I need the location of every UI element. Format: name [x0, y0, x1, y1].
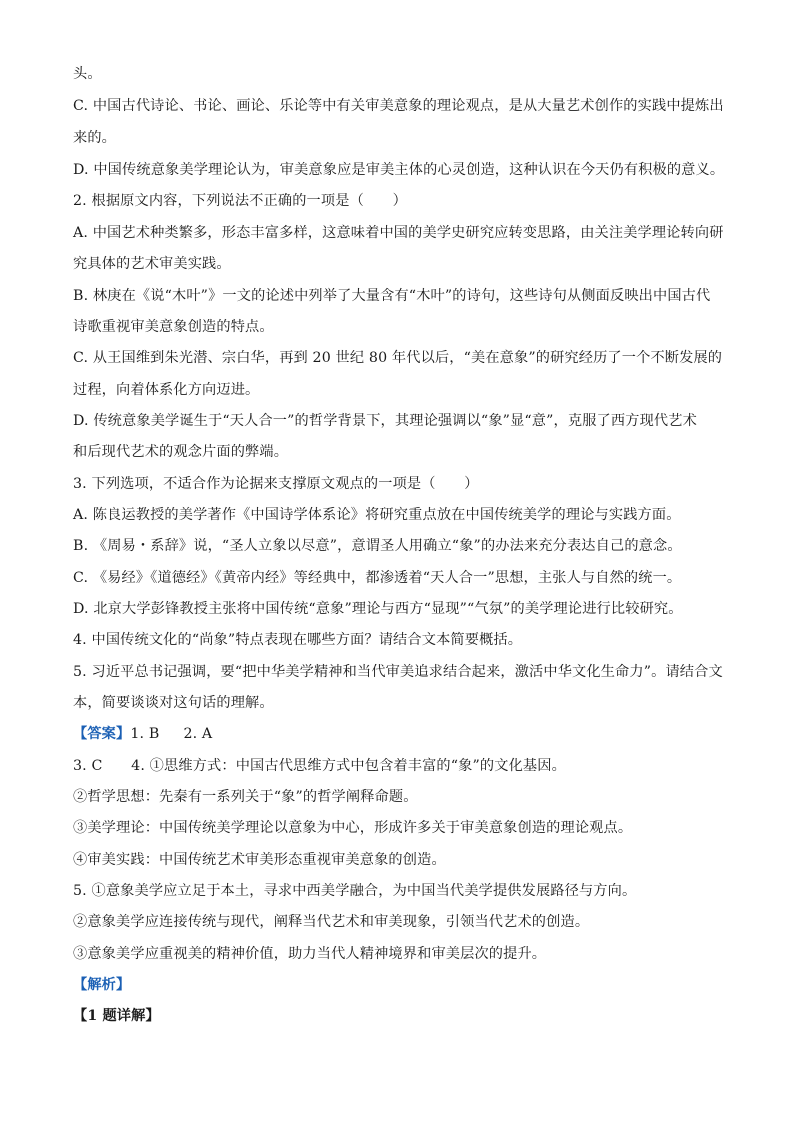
answer-4-point-3: ③美学理论：中国传统美学理论以意象为中心，形成许多关于审美意象创造的理论观点。 [73, 820, 633, 836]
option-a-q3: A. 陈良运教授的美学著作《中国诗学体系论》将研究重点放在中国传统美学的理论与实践方面。 [73, 507, 681, 523]
option-d-q2-cont: 和后现代艺术的观念片面的弊端。 [73, 444, 289, 460]
text-line-1: 头。 [73, 66, 102, 82]
answer-5-point-3: ③意象美学应重视美的精神价值，助力当代人精神境界和审美层次的提升。 [73, 946, 547, 962]
question-5: 5. 习近平总书记强调，要“把中华美学精神和当代审美追求结合起来，激活中华文化生命力”。请结合文 [73, 664, 723, 680]
option-d-q1: D. 中国传统意象美学理论认为，审美意象应是审美主体的心灵创造，这种认识在今天仍有积极的意义。 [73, 162, 725, 178]
option-a-q2-cont: 究具体的艺术审美实践。 [73, 256, 231, 272]
option-c-q1: C. 中国古代诗论、书论、画论、乐论等中有关审美意象的理论观点，是从大量艺术创作的实践中提炼出 [73, 98, 724, 114]
answer-1: 1. B [130, 726, 160, 742]
answer-3-4: 3. C 4. ①思维方式：中国古代思维方式中包含着丰富的“象”的文化基因。 [73, 758, 566, 774]
question-5-cont: 本，简要谈谈对这句话的理解。 [73, 695, 274, 711]
option-c-q2-cont: 过程，向着体系化方向迈进。 [73, 382, 260, 398]
answer-5-point-1: 5. ①意象美学应立足于本土，寻求中西美学融合，为中国当代美学提供发展路径与方向。 [73, 883, 637, 899]
answer-label: 【答案】 [73, 726, 131, 742]
option-c-q3: C. 《易经》《道德经》《黄帝内经》等经典中，都渗透着“天人合一”思想，主张人与自然的统一。 [73, 570, 682, 586]
question-4: 4. 中国传统文化的“尚象”特点表现在哪些方面？请结合文本简要概括。 [73, 632, 523, 648]
option-b-q2: B. 林庚在《说“木叶”》一文的论述中列举了大量含有“木叶”的诗句，这些诗句从侧面反映出中国古代 [73, 288, 711, 304]
option-d-q2: D. 传统意象美学诞生于“天人合一”的哲学背景下，其理论强调以“象”显“意”，克服了西方现代艺术 [73, 413, 697, 429]
option-a-q2: A. 中国艺术种类繁多，形态丰富多样，这意味着中国的美学史研究应转变思路，由关注美学理论转向研 [73, 225, 724, 241]
option-c-q1-cont: 来的。 [73, 130, 117, 146]
option-b-q3: B. 《周易・系辞》说，“圣人立象以尽意”，意谓圣人用确立“象”的办法来充分表达自己的意念。 [73, 538, 682, 554]
answer-line [73, 724, 733, 744]
answer-2: 2. A [183, 726, 213, 742]
option-b-q2-cont: 诗歌重视审美意象创造的特点。 [73, 319, 274, 335]
option-d-q3: D. 北京大学彭锋教授主张将中国传统“意象”理论与西方“显现”“气氛”的美学理论进行比较研究。 [73, 601, 683, 617]
answer-4-point-4: ④审美实践：中国传统艺术审美形态重视审美意象的创造。 [73, 852, 446, 868]
analysis-heading: 【解析】 [73, 977, 131, 993]
answer-4-point-2: ②哲学思想：先秦有一系列关于“象”的哲学阐释命题。 [73, 789, 418, 805]
question-2: 2. 根据原文内容，下列说法不正确的一项是（ ） [73, 193, 407, 209]
answer-5-point-2: ②意象美学应连接传统与现代，阐释当代艺术和审美现象，引领当代艺术的创造。 [73, 914, 590, 930]
option-c-q2: C. 从王国维到朱光潜、宗白华，再到 20 世纪 80 年代以后，“美在意象”的研究经历了一个不断发展的 [73, 350, 723, 366]
q1-detail-heading: 【1 题详解】 [73, 1008, 160, 1024]
question-3: 3. 下列选项，不适合作为论据来支撑原文观点的一项是（ ） [73, 476, 479, 492]
